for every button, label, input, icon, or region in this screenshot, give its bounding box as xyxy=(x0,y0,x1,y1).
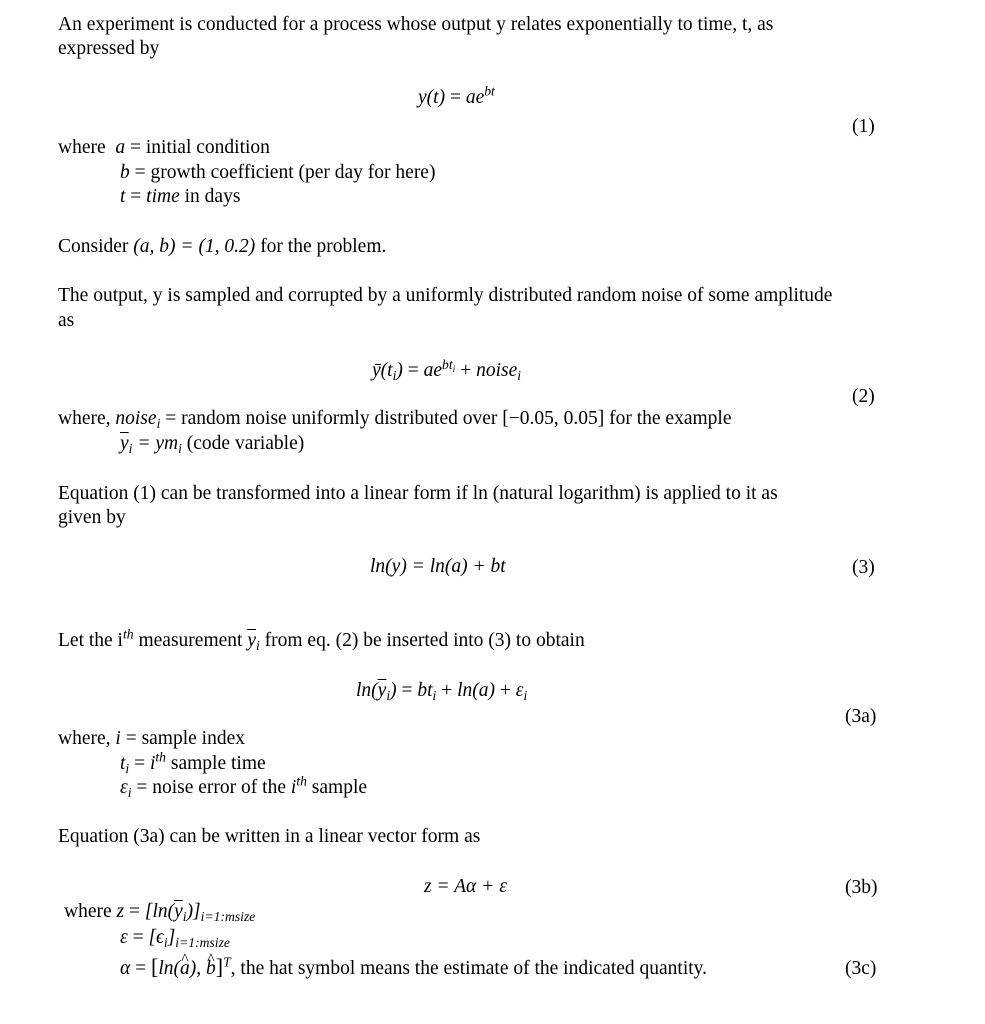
where4-word: where xyxy=(64,901,112,922)
where3-i-desc: sample index xyxy=(141,728,245,749)
where1-t-desc-italic: time xyxy=(146,186,180,207)
eq1-rhs-exp: bt xyxy=(484,83,495,99)
intro-line-1-text: An experiment is conducted for a process whose output y relates exponentially to time, t, as xyxy=(58,14,774,35)
where2-line2-desc: (code variable) xyxy=(186,433,305,454)
transform-para-line-2: given by xyxy=(58,507,126,528)
where3-line-t: $t_i = i^{th}$ sample time xyxy=(120,749,266,777)
eq1-number: (1) xyxy=(852,116,875,137)
consider-after: for the problem. xyxy=(260,236,387,257)
where1-line-a: where a = initial condition xyxy=(58,137,270,158)
where4-e-sub: i=1:msize xyxy=(175,935,230,951)
vector-para: Equation (3a) can be written in a linear vector form as xyxy=(58,826,481,847)
noise-para-line-1: The output, y is sampled and corrupted by a uniformly distributed random noise of some amplitude xyxy=(58,285,833,306)
eq3b-number: (3b) xyxy=(845,877,878,898)
let-after: from eq. (2) be inserted into (3) to obtain xyxy=(264,630,585,651)
equation-3: ln(y) = ln(a) + bt xyxy=(370,556,506,577)
let-sup: th xyxy=(122,626,134,642)
where1-t-symbol: t xyxy=(120,186,126,207)
eq1-rhs-base: ae xyxy=(465,87,485,108)
where1-a-symbol: a xyxy=(115,137,126,158)
where1-word: where xyxy=(58,137,106,158)
equation-3a: $\ln(\overline{y}_i) = bt_i + \ln(a) + \varepsilon_i$ xyxy=(356,680,528,704)
eq2-number: (2) xyxy=(852,386,875,407)
where2-word: where, xyxy=(58,408,111,429)
where4-line-alpha: α = [ln(a ^), b ^]$^T$, the hat symbol means the estimate of the indicated quantity. xyxy=(120,955,707,981)
eq1-lhs: y(t) xyxy=(418,87,446,108)
eq2-lhs: ȳ(t xyxy=(372,360,393,381)
where4-alpha-desc: , the hat symbol means the estimate of the indicated quantity. xyxy=(230,958,708,979)
transform-para-line-1: Equation (1) can be transformed into a linear form if ln (natural logarithm) is applied to it as xyxy=(58,483,778,504)
where3-word: where, xyxy=(58,728,111,749)
where3-e-desc-before: noise error of the xyxy=(152,777,286,798)
where2-line-1: where, noise$_i$ = random noise uniformly distributed over [−0.05, 0.05] for the example xyxy=(58,408,732,432)
eq3-number: (3) xyxy=(852,557,875,578)
equation-2: $ȳ(t_i) = ae^{bt_i}$ + noise$_i$ xyxy=(372,356,522,384)
consider-before: Consider xyxy=(58,236,129,257)
eq2-lhs-sub: i xyxy=(392,368,397,384)
where4-line-e: $\varepsilon = [\epsilon_i]_{i=1:msize}$ xyxy=(120,927,230,951)
where1-b-symbol: b xyxy=(120,162,130,183)
where3-t-desc: sample time xyxy=(170,753,266,774)
where1-b-desc: growth coefficient (per day for here) xyxy=(150,162,436,183)
where3-line-e: $\varepsilon_i$ = noise error of the $i^{th}$ sample xyxy=(120,773,368,801)
eq3c-number: (3c) xyxy=(845,958,877,979)
where1-line-t: t = time in days xyxy=(120,186,241,207)
where1-line-b: b = growth coefficient (per day for here) xyxy=(120,162,436,183)
where3-line-i: where, i = sample index xyxy=(58,728,245,749)
where3-e-desc-after: sample xyxy=(311,777,368,798)
where2-line-2: $\overline{y}_i = ym_i$ (code variable) xyxy=(120,433,305,457)
where4-z-sub: i=1:msize xyxy=(200,909,256,925)
equation-3b: z = Aα + ε xyxy=(424,876,507,897)
where1-t-desc-rest: in days xyxy=(184,186,241,207)
intro-line-1 xyxy=(58,13,773,37)
equation-1: $y(t) = ae^{bt}$ xyxy=(418,83,495,108)
where2-line1-desc: random noise uniformly distributed over [−0.05, 0.05] for the example xyxy=(181,408,732,429)
consider-math: (a, b) = (1, 0.2) xyxy=(133,236,256,257)
eq3a-number: (3a) xyxy=(845,706,877,727)
let-para: Let the $i^{th}$ measurement $\overline{y}_i$ from eq. (2) be inserted into (3) to obtain xyxy=(58,626,585,654)
where1-a-desc: initial condition xyxy=(145,137,270,158)
where4-line-z: where $z = [\ln(\overline{y}_i)]_{i=1:msize}$ xyxy=(64,901,256,925)
let-before: Let the i xyxy=(58,630,123,651)
intro-line-2: expressed by xyxy=(58,38,160,59)
let-middle: measurement xyxy=(138,630,243,651)
noise-para-line-2: as xyxy=(58,310,75,331)
consider-line xyxy=(58,235,386,259)
